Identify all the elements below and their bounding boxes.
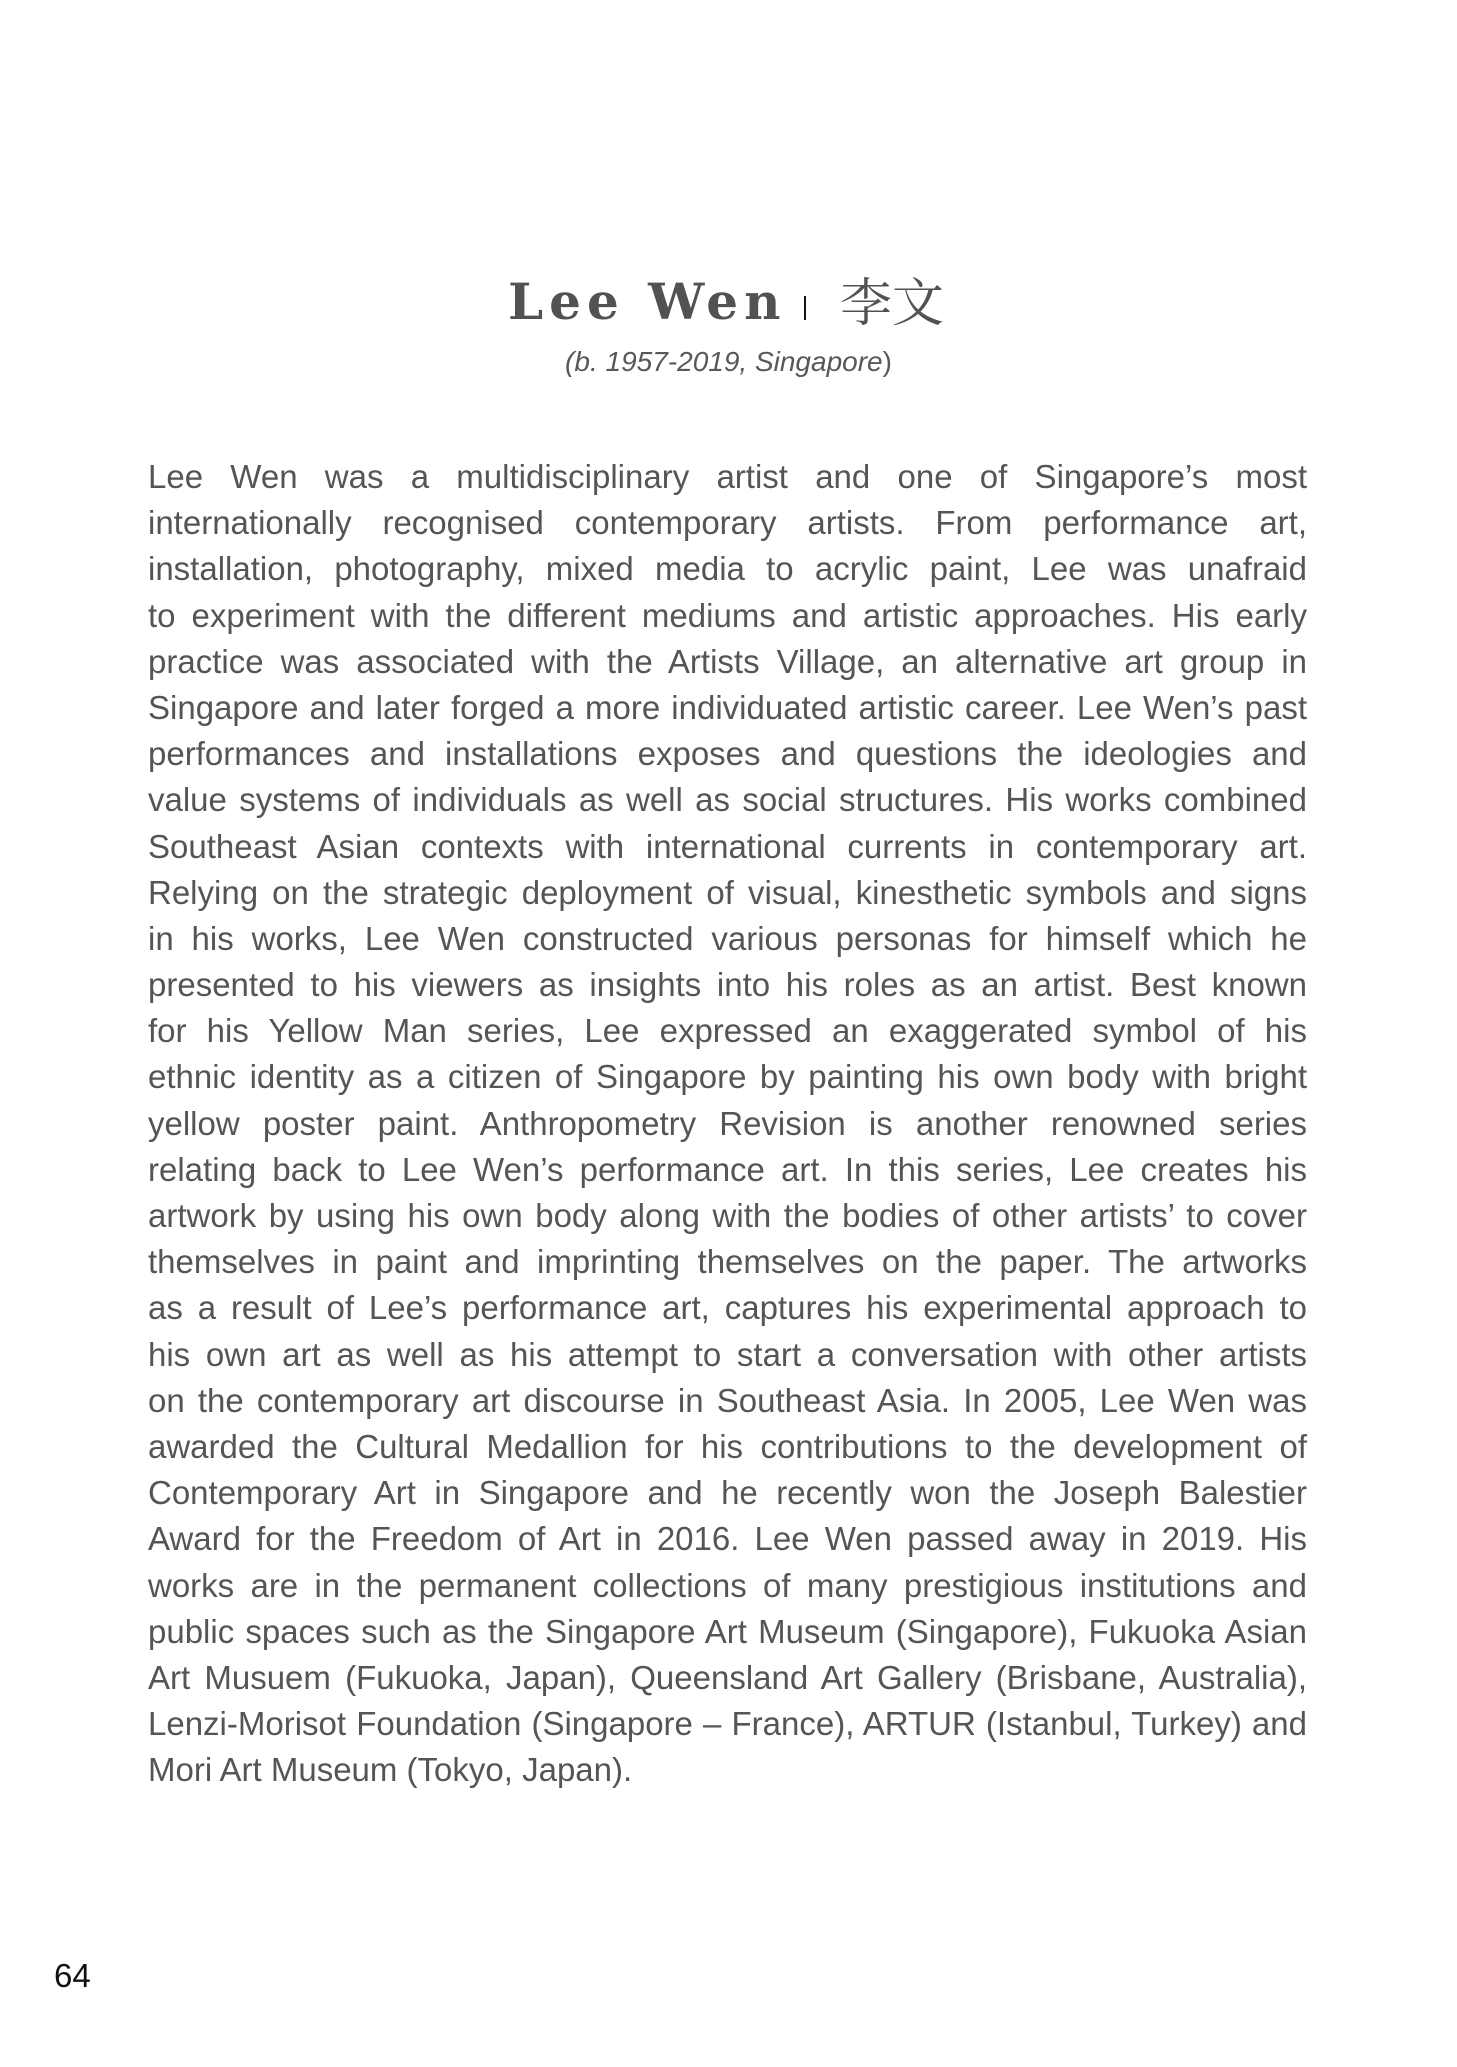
biography-line: Mori Art Museum (Tokyo, Japan). xyxy=(148,1751,633,1789)
biography-line: themselves in paint and imprinting themselves on the paper. The artworks xyxy=(148,1243,1307,1281)
biography-line: to experiment with the different mediums and artistic approaches. His early xyxy=(148,596,1307,634)
biography-line: Award for the Freedom of Art in 2016. Lee Wen passed away in 2019. His xyxy=(148,1520,1307,1558)
biography-line: Lenzi-Morisot Foundation (Singapore – France), ARTUR (Istanbul, Turkey) and xyxy=(148,1705,1307,1743)
biography-line: practice was associated with the Artists Village, an alternative art group in xyxy=(148,642,1307,680)
artist-title xyxy=(0,270,1457,340)
biography-line: relating back to Lee Wen’s performance art. In this series, Lee creates his xyxy=(148,1150,1307,1188)
biography-line: in his works, Lee Wen constructed various personas for himself which he xyxy=(148,919,1307,957)
biography-line: Singapore and later forged a more individuated artistic career. Lee Wen’s past xyxy=(148,688,1307,726)
biography-line: ethnic identity as a citizen of Singapore by painting his own body with bright xyxy=(148,1058,1307,1096)
artist-name-chinese: 李文 xyxy=(840,274,945,334)
biography-line: Contemporary Art in Singapore and he recently won the Joseph Balestier xyxy=(148,1474,1307,1512)
biography-line: yellow poster paint. Anthropometry Revision is another renowned series xyxy=(148,1104,1307,1142)
biography-text xyxy=(148,454,1307,1793)
biography-line: public spaces such as the Singapore Art Museum (Singapore), Fukuoka Asian xyxy=(148,1612,1307,1650)
biography-line: Southeast Asian contexts with international currents in contemporary art. xyxy=(148,827,1307,865)
artist-dates-italic: (b. 1957-2019, Singapore xyxy=(565,346,883,377)
biography-line: on the contemporary art discourse in Southeast Asia. In 2005, Lee Wen was xyxy=(148,1381,1307,1419)
biography-line: for his Yellow Man series, Lee expressed an exaggerated symbol of his xyxy=(148,1012,1307,1050)
artist-name-english: Lee Wen xyxy=(508,272,787,331)
biography-line: as a result of Lee’s performance art, captures his experimental approach to xyxy=(148,1289,1307,1327)
biography-line: Lee Wen was a multidisciplinary artist and one of Singapore’s most xyxy=(148,458,1307,495)
page-number: 64 xyxy=(54,1957,91,1994)
biography-line: value systems of individuals as well as social structures. His works combined xyxy=(148,781,1307,819)
title-divider xyxy=(804,296,806,320)
biography-line: artwork by using his own body along with the bodies of other artists’ to cover xyxy=(148,1197,1307,1234)
biography-line: works are in the permanent collections of many prestigious institutions and xyxy=(148,1566,1307,1604)
biography-line: performances and installations exposes and questions the ideologies and xyxy=(148,735,1307,773)
biography-line: his own art as well as his attempt to start a conversation with other artists xyxy=(148,1335,1307,1373)
biography-line: internationally recognised contemporary artists. From performance art, xyxy=(148,504,1307,542)
biography-line: presented to his viewers as insights into his roles as an artist. Best known xyxy=(148,966,1307,1004)
biography-line: awarded the Cultural Medallion for his contributions to the development of xyxy=(148,1427,1307,1465)
artist-dates xyxy=(0,346,1457,378)
biography-line: installation, photography, mixed media to acrylic paint, Lee was unafraid xyxy=(148,550,1307,588)
biography-line: Art Musuem (Fukuoka, Japan), Queensland Art Gallery (Brisbane, Australia), xyxy=(148,1658,1307,1696)
biography-line: Relying on the strategic deployment of visual, kinesthetic symbols and signs xyxy=(148,873,1307,911)
artist-dates-close: ) xyxy=(882,346,892,377)
